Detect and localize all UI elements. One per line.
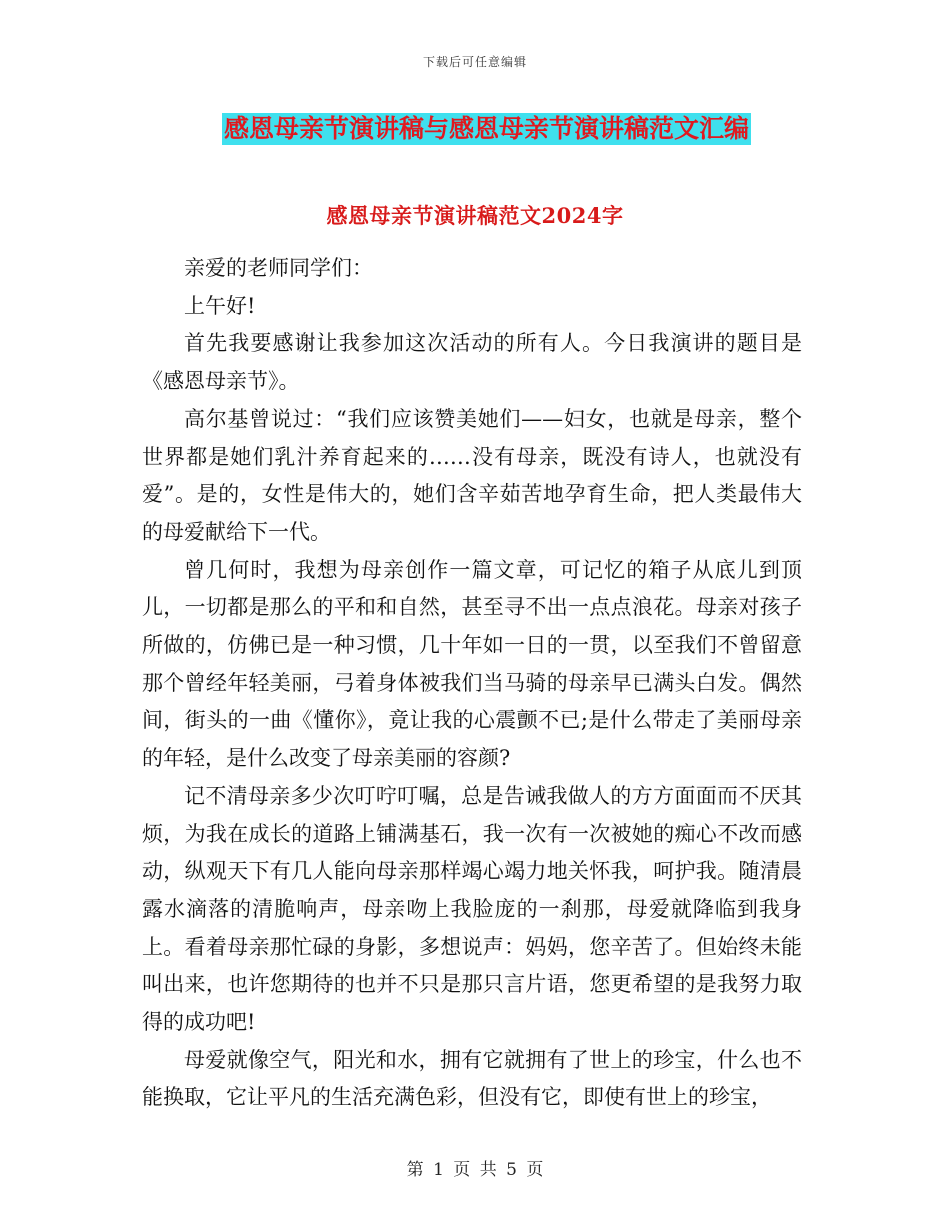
section-title: 感恩母亲节演讲稿范文2024字	[326, 203, 624, 228]
document-title: 感恩母亲节演讲稿与感恩母亲节演讲稿范文汇编	[224, 114, 750, 143]
paragraph: 首先我要感谢让我参加这次活动的所有人。今日我演讲的题目是《感恩母亲节》。	[142, 331, 802, 394]
paragraph: 记不清母亲多少次叮咛叮嘱，总是告诫我做人的方方面面而不厌其烦，为我在成长的道路上铺满基石，我一次有一次被她的痴心不改而感动，纵观天下有几人能向母亲那样竭心竭力地关怀我，呵护我。随清晨露水滴落的清脆响声，母亲吻上我脸庞的一刹那，母爱就降临到我身上。看着母亲那忙碌的身影，多想说声：妈妈，您辛苦了。但始终未能叫出来，也许您期待的也并不只是那只言片语，您更希望的是我努力取得的成功吧!	[142, 783, 802, 1035]
paragraph: 上午好!	[184, 293, 256, 318]
paragraph: 曾几何时，我想为母亲创作一篇文章，可记忆的箱子从底儿到顶儿，一切都是那么的平和和自然，甚至寻不出一点点浪花。母亲对孩子所做的，仿佛已是一种习惯，几十年如一日的一贯，以至我们不曾留意那个曾经年轻美丽，弓着身体被我们当马骑的母亲早已满头白发。偶然间，街头的一曲《懂你》，竟让我的心震颤不已;是什么带走了美丽母亲的年轻，是什么改变了母亲美丽的容颜?	[142, 557, 802, 771]
header-note: 下载后可任意编辑	[422, 55, 527, 69]
paragraph: 高尔基曾说过：“我们应该赞美她们——妇女，也就是母亲，整个世界都是她们乳汁养育起来的……没有母亲，既没有诗人，也就没有爱”。是的，女性是伟大的，她们含辛茹苦地孕育生命，把人类最伟大的母爱献给下一代。	[142, 406, 802, 544]
body-text	[142, 250, 802, 1117]
page-footer: 第 1 页 共 5 页	[406, 1160, 544, 1180]
paragraph: 母爱就像空气，阳光和水，拥有它就拥有了世上的珍宝，什么也不能换取，它让平凡的生活充满色彩，但没有它，即使有世上的珍宝，	[142, 1047, 802, 1110]
paragraph: 亲爱的老师同学们：	[184, 256, 373, 280]
